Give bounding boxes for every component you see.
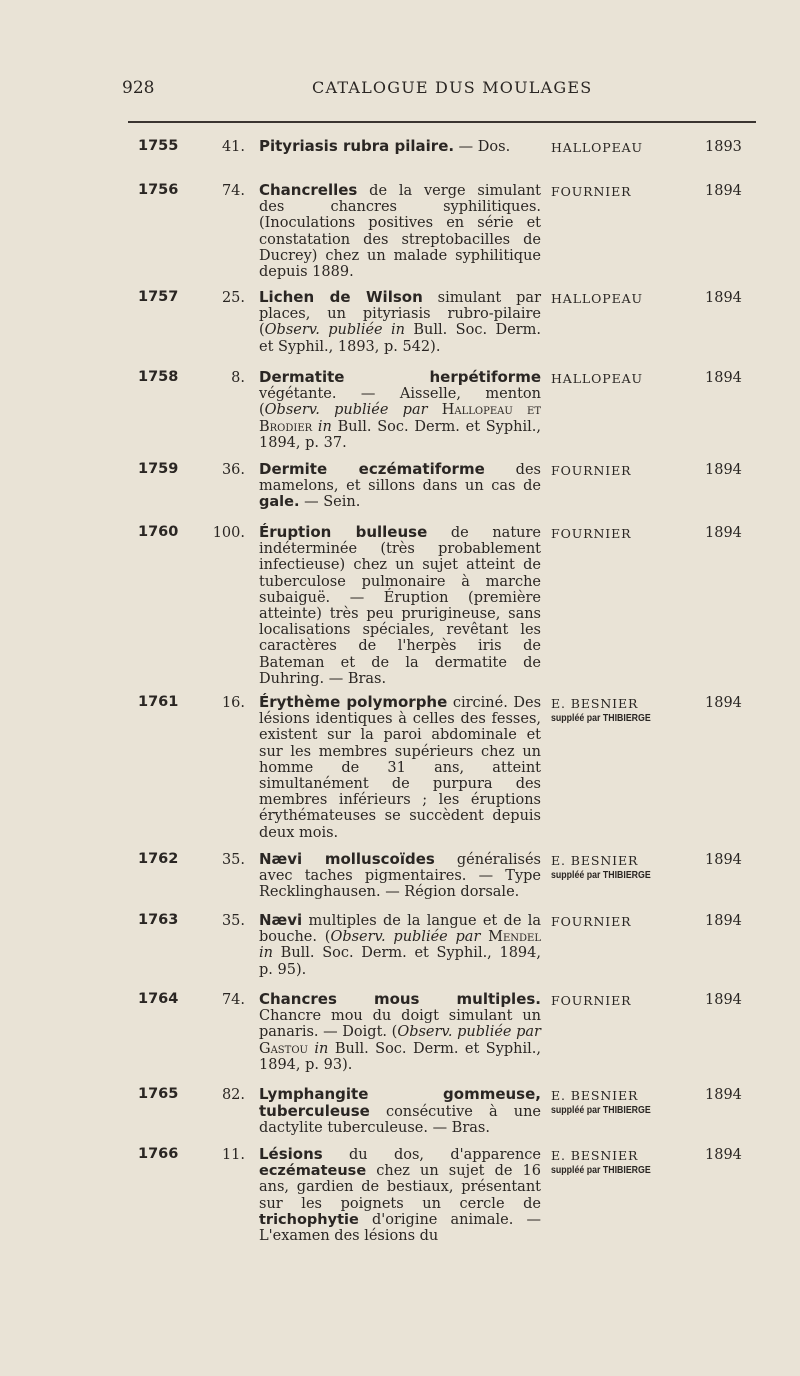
entry-text: circiné. Des lésions identiques à celles des fesses, existent sur la paroi abdominale et sur les membres supérieurs chez un homme de 31 ans, atteint simultanément de purpura des membres inférieurs ; les éruptions érythémateuses se succèdent depuis deux mois. xyxy=(259,695,542,841)
entry-author: E. BESNIER xyxy=(551,696,639,711)
entry-author: FOURNIER xyxy=(551,184,632,199)
entry-description xyxy=(259,694,541,841)
catalogue-number: 1757 xyxy=(138,289,179,305)
entry-text-after: — Sein. xyxy=(299,494,361,511)
entry-author: E. BESNIER xyxy=(551,853,639,868)
item-number: 74. xyxy=(221,992,245,1008)
entry-text: généralisés avec taches pigmentaires. — Type Recklinghausen. — Région dorsale. xyxy=(259,852,541,901)
item-number: 100. xyxy=(212,525,245,541)
entry-title: Dermite eczématiforme xyxy=(259,460,485,478)
entry-author: HALLOPEAU xyxy=(551,140,643,155)
item-number: 36. xyxy=(221,462,245,478)
entry-text: multiples de la langue et de la bouche. ( xyxy=(259,913,541,946)
entry-author: E. BESNIER xyxy=(551,1148,639,1163)
entry-bold-word: eczémateuse xyxy=(259,1163,367,1180)
entry-author: HALLOPEAU xyxy=(551,291,643,306)
entry-text-after: Bull. Soc. Derm. et Syphil., 1894, p. 95). xyxy=(259,945,541,978)
entry-text-after: d'origine animale. — L'examen des lésions du xyxy=(259,1211,541,1245)
entry-title: Lésions xyxy=(259,1145,323,1163)
reference-italic: Observ. publiée in xyxy=(264,322,405,339)
entry-author: HALLOPEAU xyxy=(551,371,643,386)
item-number: 41. xyxy=(221,139,245,155)
entry-description xyxy=(259,289,541,355)
item-number: 25. xyxy=(221,290,245,306)
entry-title: Nævi molluscoïdes xyxy=(259,850,435,868)
entry-text: Chancre mou du doigt simulant un panaris. — Doigt. ( xyxy=(259,1008,541,1041)
catalogue-number: 1760 xyxy=(138,524,179,540)
entry-description xyxy=(259,912,541,978)
catalogue-number: 1763 xyxy=(138,912,179,928)
catalogue-number: 1765 xyxy=(138,1086,179,1102)
entry-title: Pityriasis rubra pilaire. xyxy=(259,137,455,155)
entry-description xyxy=(259,461,541,511)
entry-title: Chancrelles xyxy=(259,181,358,199)
catalogue-number: 1756 xyxy=(138,182,179,198)
entry-description xyxy=(259,991,541,1073)
entry-year: 1894 xyxy=(705,462,742,478)
reference-names: Hallopeau et Brodier xyxy=(259,402,542,435)
catalogue-number: 1764 xyxy=(138,991,179,1007)
entry-text-mid: chez un sujet de 16 ans, gardien de bestiaux, présentant sur les poignets un cercle de xyxy=(259,1163,541,1212)
entry-author: FOURNIER xyxy=(551,914,632,929)
entry-supplement: suppléé par THIBIERGE xyxy=(551,1165,651,1176)
entry-year: 1894 xyxy=(705,852,742,868)
catalogue-number: 1758 xyxy=(138,369,179,385)
reference-in: in xyxy=(259,945,273,962)
entry-title: Nævi xyxy=(259,911,303,929)
reference-names: Gastou xyxy=(259,1040,315,1057)
entry-year: 1894 xyxy=(705,290,742,306)
page-header xyxy=(0,78,800,102)
catalogue-number: 1762 xyxy=(138,851,179,867)
entry-year: 1894 xyxy=(705,695,742,711)
item-number: 16. xyxy=(221,695,245,711)
entry-description xyxy=(259,851,541,901)
catalogue-number: 1766 xyxy=(138,1146,179,1162)
entry-year: 1894 xyxy=(705,1147,742,1163)
entry-title: Chancres mous multiples. xyxy=(259,990,541,1008)
entry-text: — Dos. xyxy=(454,139,511,155)
entry-author: FOURNIER xyxy=(551,526,632,541)
entry-description xyxy=(259,369,541,451)
entry-title: Érythème polymorphe xyxy=(259,693,448,711)
reference-names: Mendel xyxy=(480,929,541,946)
entry-description xyxy=(259,1146,541,1244)
entry-text: végétante. — Aisselle, menton ( xyxy=(259,386,541,419)
reference-italic: Observ. publiée par xyxy=(397,1024,541,1041)
entry-title: Éruption bulleuse xyxy=(259,523,428,541)
entry-year: 1894 xyxy=(705,183,742,199)
entry-year: 1894 xyxy=(705,525,742,541)
entry-title: Dermatite herpétiforme xyxy=(259,368,541,386)
entry-supplement: suppléé par THIBIERGE xyxy=(551,1105,651,1116)
entry-description xyxy=(259,1086,541,1137)
entry-text: de la verge simulant des chancres syphilitiques. (Inoculations positives en série et constatation des streptobacilles de Ducrey) chez un malade syphilitique depuis 1889. xyxy=(259,183,541,281)
reference-italic: Observ. publiée par xyxy=(264,402,428,419)
entry-text: simulant par places, un pityriasis rubro-pilaire ( xyxy=(259,290,541,339)
entry-author: E. BESNIER xyxy=(551,1088,639,1103)
running-title: CATALOGUE DUS MOULAGES xyxy=(312,78,593,97)
entry-text: consécutive à une dactylite tuberculeuse. — Bras. xyxy=(259,1104,541,1137)
page-number: 928 xyxy=(122,78,155,98)
entry-text: de nature indéterminée (très probablement infectieuse) chez un sujet atteint de tuberculose pulmonaire à marche subaiguë. — Éruption (première atteinte) très peu prurigineuse, sans localisations spéciales, revêtant les caractères de l'herpès iris de Bateman et de la dermatite de Duhring. — Bras. xyxy=(259,525,542,687)
entry-year: 1894 xyxy=(705,1087,742,1103)
header-rule xyxy=(128,121,756,123)
entry-text-after: Bull. Soc. Derm. et Syphil., 1893, p. 542). xyxy=(259,322,541,355)
entry-bold-word-2: trichophytie xyxy=(259,1211,359,1228)
entry-text: des mamelons, et sillons dans un cas de xyxy=(259,462,541,495)
entry-year: 1894 xyxy=(705,992,742,1008)
entry-year: 1893 xyxy=(705,139,742,155)
entry-year: 1894 xyxy=(705,913,742,929)
item-number: 82. xyxy=(221,1087,245,1103)
reference-in: in xyxy=(317,418,332,435)
entry-description xyxy=(259,524,541,687)
entry-text-after: Bull. Soc. Derm. et Syphil., 1894, p. 93). xyxy=(259,1040,542,1073)
entry-supplement: suppléé par THIBIERGE xyxy=(551,713,651,724)
entry-bold-word: gale. xyxy=(259,494,300,511)
entry-title: Lichen de Wilson xyxy=(259,288,423,306)
item-number: 35. xyxy=(221,852,245,868)
entry-year: 1894 xyxy=(705,370,742,386)
item-number: 8. xyxy=(231,370,245,386)
entry-description xyxy=(259,182,541,280)
entry-description xyxy=(259,138,541,155)
catalogue-number: 1755 xyxy=(138,138,179,154)
entry-title: Lymphangite gommeuse, tuberculeuse xyxy=(259,1085,541,1121)
catalogue-number: 1759 xyxy=(138,461,179,477)
item-number: 11. xyxy=(221,1147,245,1163)
entry-author: FOURNIER xyxy=(551,463,632,478)
entry-author: FOURNIER xyxy=(551,993,632,1008)
item-number: 74. xyxy=(221,183,245,199)
reference-italic: Observ. publiée par xyxy=(330,929,481,946)
catalogue-number: 1761 xyxy=(138,694,179,710)
item-number: 35. xyxy=(221,913,245,929)
entry-text: du dos, d'apparence xyxy=(322,1147,541,1163)
reference-in: in xyxy=(314,1040,329,1057)
entry-text-after: Bull. Soc. Derm. et Syphil., 1894, p. 37. xyxy=(259,418,541,451)
entry-supplement: suppléé par THIBIERGE xyxy=(551,870,651,881)
